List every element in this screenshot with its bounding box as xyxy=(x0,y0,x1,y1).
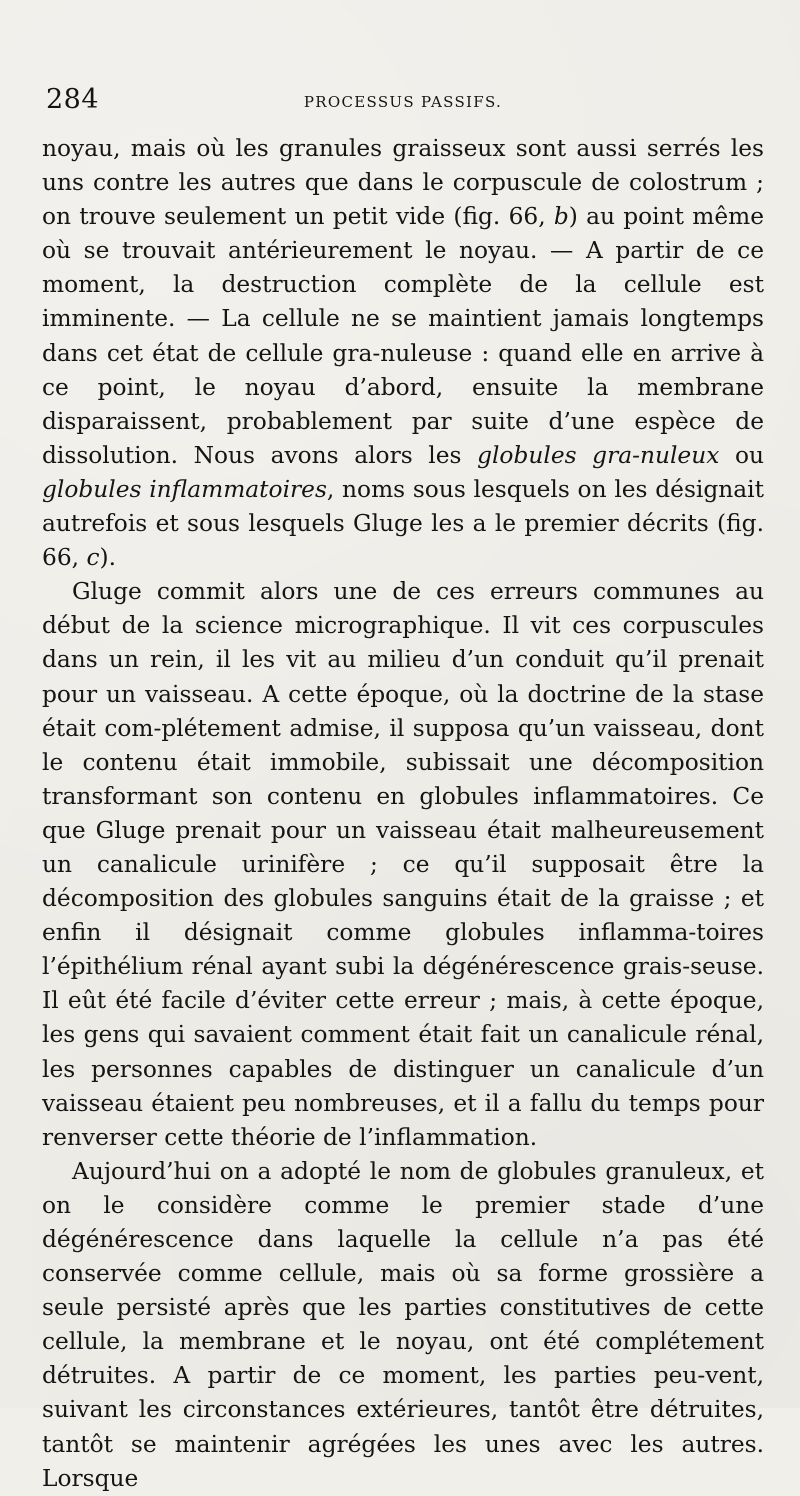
figure-reference-letter: b xyxy=(553,203,569,231)
paragraph-text: , noms sous lesquels on les désignait autrefois et sous lesquels Gluge les a le premier décrits (fig. 66, xyxy=(42,475,764,572)
paragraph-3 xyxy=(42,1155,764,1496)
paragraph-text: ) au point même où se trouvait antérieurement le noyau. — A partir de ce moment, la destruction complète de la cellule est imminente. — La cellule ne se maintient jamais longtemps dans cet état de cellule gra-nuleuse : quand elle en arrive à ce point, le noyau d’abord, ensuite la membrane disparaissent, probablement par suite d’une espèce de dissolution. Nous avons alors les xyxy=(42,203,764,469)
italic-term: globules inflammatoires xyxy=(42,475,327,503)
running-head: PROCESSUS PASSIFS. xyxy=(303,93,503,111)
page-header xyxy=(42,84,764,124)
page-number: 284 xyxy=(46,84,100,115)
body-text xyxy=(42,132,764,1496)
paragraph-1 xyxy=(42,132,764,575)
italic-term: globules gra-nuleux xyxy=(477,441,720,469)
paragraph-text: ). xyxy=(99,544,117,572)
paragraph-text: ou xyxy=(719,441,765,469)
paragraph-text: noyau, mais où les granules graisseux sont aussi serrés les uns contre les autres que dans le corpuscule de colostrum ; on trouve seulement un petit vide (fig. 66, xyxy=(42,135,764,231)
figure-reference-letter: c xyxy=(86,544,100,572)
paragraph-text: Aujourd’hui on a adopté le nom de globules granuleux, et on le considère comme le premier stade d’une dégénérescence dans laquelle la cellule n’a pas été conservée comme cellule, mais où sa forme grossière a seule persisté après que les parties constitutives de cette cellule, la membrane et le noyau, ont été complétement détruites. A partir de ce moment, les parties peu-vent, suivant les circonstances extérieures, tantôt être détruites, tantôt se maintenir agrégées les unes avec les autres. Lorsque xyxy=(42,1157,764,1492)
paragraph-2 xyxy=(42,575,764,1155)
paragraph-text: Gluge commit alors une de ces erreurs communes au début de la science micrographique. Il vit ces corpuscules dans un rein, il les vit au milieu d’un conduit qu’il prenait pour un vaisseau. A cette époque, où la doctrine de la stase était com-plétement admise, il supposa qu’un vaisseau, dont le contenu était immobile, subissait une décomposition transformant son contenu en globules inflammatoires. Ce que Gluge prenait pour un vaisseau était malheureusement un canalicule urinifère ; ce qu’il supposait être la décomposition des globules sanguins était de la graisse ; et enfin il désignait comme globules inflamma-toires l’épithélium rénal ayant subi la dégénérescence grais-seuse. Il eût été facile d’éviter cette erreur ; mais, à cette époque, les gens qui savaient comment était fait un canalicule rénal, les personnes capables de distinguer un canalicule d’un vaisseau étaient peu nombreuses, et il a fallu du temps pour renverser cette théorie de l’inflammation. xyxy=(42,578,764,1151)
